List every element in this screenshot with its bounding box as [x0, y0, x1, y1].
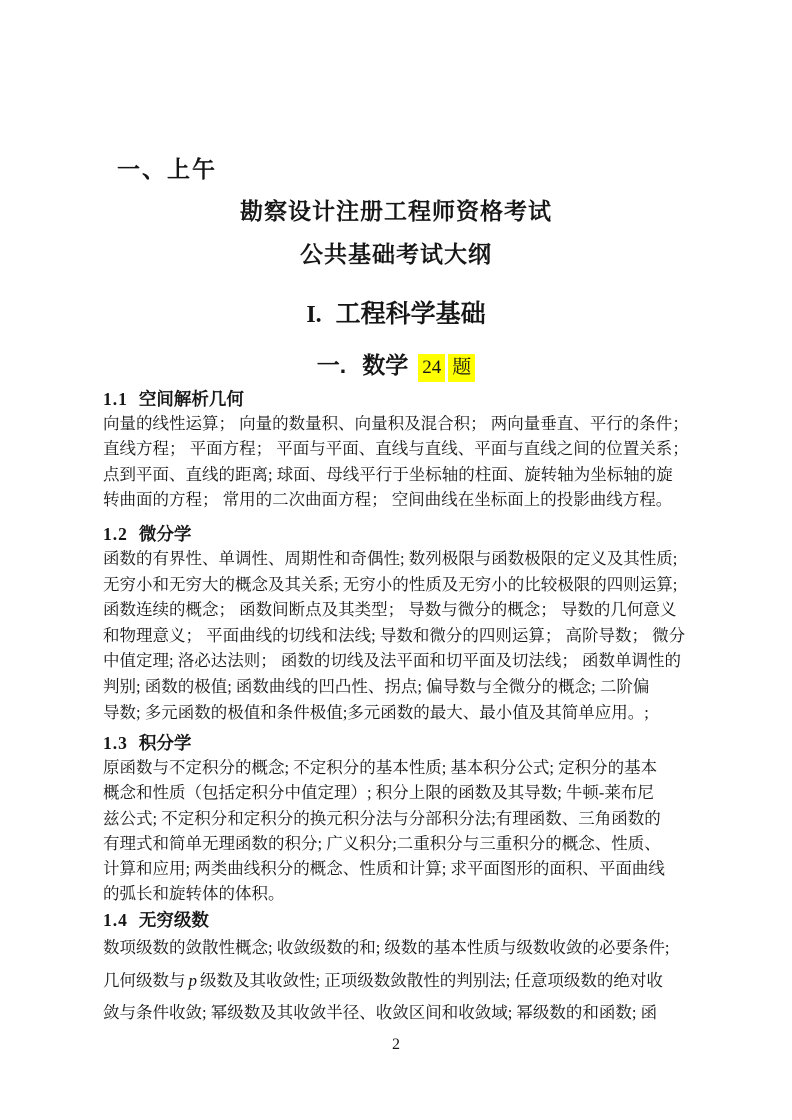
section-heading [103, 730, 703, 755]
body-text-line: 敛与条件收敛; 幂级数及其收敛半径、收敛区间和收敛域; 幂级数的和函数; 函 [103, 1003, 658, 1023]
section-number: 1.2 [103, 524, 128, 544]
section-differential-calculus [103, 521, 703, 725]
text-segment: 级数及其收敛性; 正项级数敛散性的判别法; 任意项级数的绝对收 [200, 970, 663, 990]
section-body [103, 755, 703, 907]
section-analytic-geometry [103, 386, 703, 513]
document-title-line-1: 勘察设计注册工程师资格考试 [240, 198, 552, 224]
session-heading: 一、上午 [117, 156, 217, 182]
question-count-unit-highlight: 题 [448, 354, 475, 382]
section-infinite-series [103, 907, 703, 1030]
body-text-line: 转曲面的方程； 常用的二次曲面方程； 空间曲线在坐标面上的投影曲线方程。 [103, 490, 673, 510]
question-count-highlight: 24 [418, 354, 445, 382]
section-heading [103, 386, 703, 411]
body-text-line: 有理式和简单无理函数的积分; 广义积分;二重积分与三重积分的概念、性质、 [103, 833, 661, 853]
body-text-line: 向量的线性运算； 向量的数量积、向量积及混合积； 两向量垂直、平行的条件； [103, 414, 689, 433]
text-segment: 几何级数与 [103, 970, 186, 990]
section-integral-calculus [103, 730, 703, 907]
body-text-line: 导数; 多元函数的极值和条件极值;多元函数的最大、最小值及其简单应用。; [103, 702, 649, 722]
section-body [103, 932, 703, 1030]
italic-variable: p [188, 970, 197, 990]
body-text-line: 无穷小和无穷大的概念及其关系; 无穷小的性质及无穷小的比较极限的四则运算; [103, 574, 678, 594]
body-text-line: 的弧长和旋转体的体积。 [103, 884, 285, 904]
subject-title [0, 347, 792, 380]
body-text-line: 判别; 函数的极值; 函数曲线的凹凸性、拐点; 偏导数与全微分的概念; 二阶偏 [103, 676, 650, 696]
section-body [103, 411, 703, 513]
document-title-line-2: 公共基础考试大纲 [300, 241, 492, 267]
subject-name: 数学 [362, 352, 409, 378]
body-text-line: 和物理意义； 平面曲线的切线和法线; 导数和微分的四则运算； 高阶导数； 微分 [103, 625, 686, 645]
body-text-line: 数项级数的敛散性概念; 收敛级数的和; 级数的基本性质与级数收敛的必要条件; [103, 938, 670, 957]
subject-numeral: 一. [316, 352, 347, 378]
part-title [0, 294, 792, 330]
body-text-line: 原函数与不定积分的概念; 不定积分的基本性质; 基本积分公式; 定积分的基本 [103, 758, 658, 777]
body-text-line: 函数连续的概念； 函数间断点及其类型； 导数与微分的概念； 导数的几何意义 [103, 600, 677, 620]
body-text-line: 点到平面、直线的距离; 球面、母线平行于坐标轴的柱面、旋转轴为坐标轴的旋 [103, 464, 673, 484]
section-number: 1.3 [103, 733, 128, 753]
section-heading [103, 907, 703, 932]
section-number: 1.1 [103, 389, 128, 409]
body-text-line: 函数的有界性、单调性、周期性和奇偶性; 数列极限与函数极限的定义及其性质; [103, 549, 678, 568]
part-title-text: 工程科学基础 [335, 300, 486, 328]
page-number: 2 [392, 1036, 400, 1053]
section-number: 1.4 [103, 910, 128, 930]
body-text-line: 中值定理; 洛必达法则； 函数的切线及法平面和切平面及切法线； 函数单调性的 [103, 651, 681, 671]
section-title: 微分学 [138, 524, 192, 544]
section-title: 无穷级数 [138, 910, 209, 930]
part-numeral: I. [306, 302, 322, 328]
section-heading [103, 521, 703, 546]
body-text-line: 直线方程； 平面方程； 平面与平面、直线与直线、平面与直线之间的位置关系； [103, 439, 689, 459]
body-text-line: 概念和性质（包括定积分中值定理）; 积分上限的函数及其导数; 牛顿-莱布尼 [103, 783, 654, 803]
section-body [103, 546, 703, 725]
body-text-line [103, 965, 703, 998]
section-title: 积分学 [138, 733, 192, 753]
section-title: 空间解析几何 [138, 389, 244, 409]
body-text-line: 计算和应用; 两类曲线积分的概念、性质和计算; 求平面图形的面积、平面曲线 [103, 859, 665, 879]
body-text-line: 兹公式; 不定积分和定积分的换元积分法与分部积分法;有理函数、三角函数的 [103, 808, 661, 828]
